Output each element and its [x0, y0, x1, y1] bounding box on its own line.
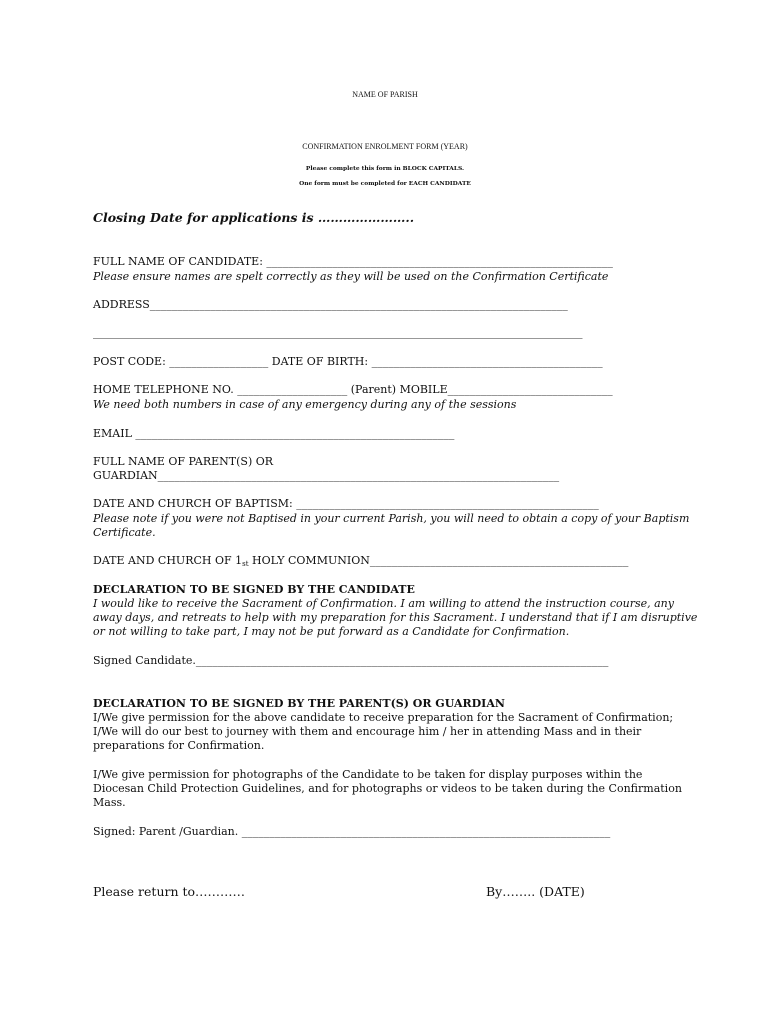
photo-permission-line-2: Diocesan Child Protection Guidelines, and for photographs or videos to be taken during the Confirmation — [93, 782, 682, 795]
postcode-dob-field[interactable]: POST CODE: __________________ DATE OF BIRTH: __________________________________________ — [93, 355, 603, 368]
parent-signature-field[interactable]: Signed: Parent /Guardian. ___________________________________________________________________ — [93, 825, 611, 838]
return-by-date: By…….. (DATE) — [486, 884, 585, 899]
parent-name-label: FULL NAME OF PARENT(S) OR — [93, 455, 274, 468]
address-field[interactable]: ADDRESS____________________________________________________________________________ — [93, 298, 568, 311]
parent-declaration-line-2: I/We will do our best to journey with them and encourage him / her in attending Mass and in their — [93, 725, 642, 738]
parish-name: NAME OF PARISH — [352, 90, 418, 99]
candidate-signature-field[interactable]: Signed Candidate.___________________________________________________________________________ — [93, 654, 609, 667]
form-title: CONFIRMATION ENROLMENT FORM (YEAR) — [302, 142, 468, 151]
candidate-declaration-line-3: or not willing to take part, I may not be put forward as a Candidate for Confirmation. — [93, 625, 570, 638]
baptism-note-line-1: Please note if you were not Baptised in your current Parish, you will need to obtain a copy of your Baptism — [93, 512, 690, 525]
each-candidate-instruction: One form must be completed for EACH CANDIDATE — [299, 180, 471, 187]
telephone-note: We need both numbers in case of any emergency during any of the sessions — [93, 398, 517, 411]
address-line-2-field[interactable]: _________________________________________________________________________________________ — [93, 326, 583, 339]
communion-label-end: HOLY COMMUNION_______________________________________________ — [248, 554, 629, 567]
baptism-field[interactable]: DATE AND CHURCH OF BAPTISM: _______________________________________________________ — [93, 497, 599, 510]
communion-field[interactable] — [93, 554, 628, 571]
block-capitals-instruction: Please complete this form in BLOCK CAPITALS. — [305, 165, 465, 172]
parent-name-field[interactable]: GUARDIAN_________________________________________________________________________ — [93, 469, 560, 482]
parent-declaration-heading: DECLARATION TO BE SIGNED BY THE PARENT(S) OR GUARDIAN — [93, 697, 505, 710]
photo-permission-line-3: Mass. — [93, 796, 126, 809]
baptism-note-line-2: Certificate. — [93, 526, 156, 539]
full-name-field[interactable]: FULL NAME OF CANDIDATE: _______________________________________________________________ — [93, 255, 613, 268]
parent-declaration-line-1: I/We give permission for the above candidate to receive preparation for the Sacrament of Confirmation; — [93, 711, 674, 724]
parent-declaration-line-3: preparations for Confirmation. — [93, 739, 265, 752]
telephone-field[interactable]: HOME TELEPHONE NO. ____________________ (Parent) MOBILE______________________________ — [93, 383, 613, 396]
closing-date: Closing Date for applications is ………………….. — [93, 210, 415, 225]
photo-permission-line-1: I/We give permission for photographs of the Candidate to be taken for display purposes within the — [93, 768, 643, 781]
full-name-note: Please ensure names are spelt correctly as they will be used on the Confirmation Certificate — [93, 270, 609, 283]
communion-label-start: DATE AND CHURCH OF 1 — [93, 554, 243, 567]
communion-ordinal: st — [242, 560, 249, 568]
candidate-declaration-heading: DECLARATION TO BE SIGNED BY THE CANDIDATE — [93, 583, 415, 596]
return-to-text: Please return to………… — [93, 884, 246, 899]
email-field[interactable]: EMAIL __________________________________________________________ — [93, 427, 455, 440]
candidate-declaration-line-1: I would like to receive the Sacrament of Confirmation. I am willing to attend the instruction course, any — [93, 597, 674, 610]
candidate-declaration-line-2: away days, and retreats to help with my preparation for this Sacrament. I understand that if I am disruptive — [93, 611, 698, 624]
